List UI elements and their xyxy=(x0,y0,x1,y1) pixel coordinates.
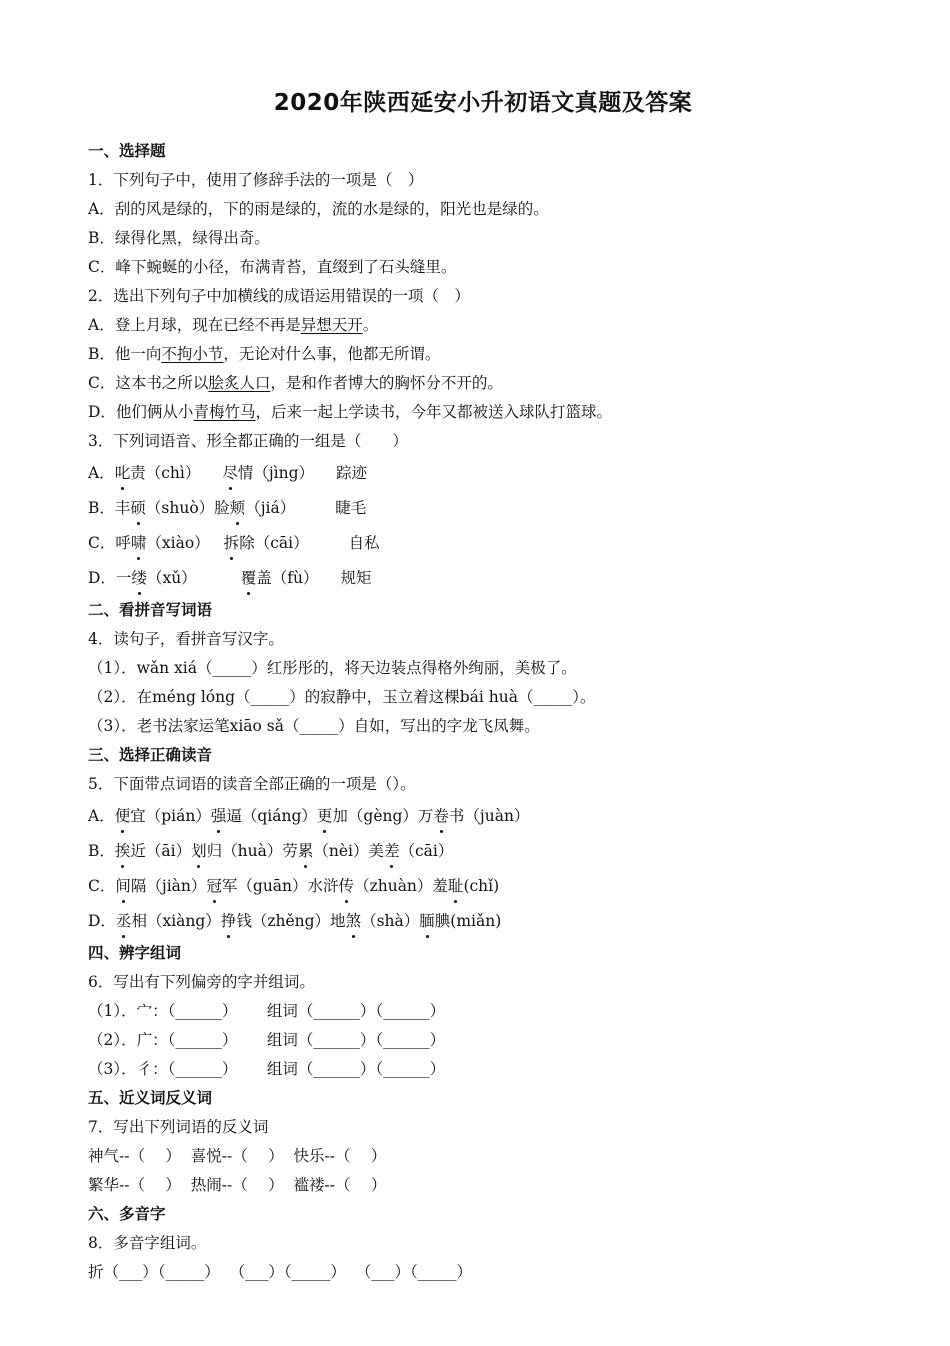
dotted-char: 丞 xyxy=(116,904,132,939)
option-text: 。 xyxy=(362,316,379,334)
option-text: A． xyxy=(88,464,115,482)
question-stem: 2．选出下列句子中加横线的成语运用错误的一项（ ） xyxy=(88,287,470,305)
option-text: ，后来一起上学读书，今年又都被送入球队打篮球。 xyxy=(255,403,612,421)
option-text: ，是和作者博大的胸怀分不开的。 xyxy=(270,374,503,392)
option-d xyxy=(88,398,878,427)
document-page xyxy=(88,84,878,1287)
dotted-char: 挨 xyxy=(115,834,131,869)
dotted-char: 便 xyxy=(115,799,131,834)
option-c: C．峰下蜿蜒的小径，布满青苔，直缀到了石头缝里。 xyxy=(88,258,457,276)
option-text: 情（jìng） xyxy=(237,464,315,482)
option-text: A． xyxy=(88,807,115,825)
dotted-char: 差 xyxy=(384,834,400,869)
fill-line: （1）．宀：（______） 组词（______）（______） xyxy=(88,1002,446,1020)
option-text: D． xyxy=(88,912,116,930)
option-text: （xǔ） xyxy=(146,569,197,587)
option-text: 宜（pián） xyxy=(130,807,211,825)
dotted-char: 挣 xyxy=(221,904,237,939)
dotted-char: 覆 xyxy=(241,561,257,596)
option-text: （cāi） xyxy=(399,842,454,860)
dotted-char: 强 xyxy=(211,799,227,834)
option-c xyxy=(88,369,878,398)
dotted-char: 冠 xyxy=(206,869,222,904)
fill-line: （3）．彳：（______） 组词（______）（______） xyxy=(88,1060,446,1078)
question-stem: 8．多音字组词。 xyxy=(88,1234,207,1252)
section-heading: 三、选择正确读音 xyxy=(88,746,213,764)
option-text: 钱（zhěng）地 xyxy=(236,912,346,930)
option-text: A．登上月球，现在已经不再是 xyxy=(88,316,301,334)
option-text: （nèi）美 xyxy=(313,842,384,860)
option-text: B． xyxy=(88,842,115,860)
option-text: （xiào） xyxy=(146,534,210,552)
dotted-char: 拆 xyxy=(224,526,240,561)
fill-line: （3）．老书法家运笔xiāo sǎ（_____）自如，写出的字龙飞凤舞。 xyxy=(88,717,540,735)
option-text: (chǐ) xyxy=(463,877,500,895)
fill-line: （2）．在méng lóng（_____）的寂静中，玉立着这棵bái huà（_____）。 xyxy=(88,688,596,706)
option-text: 近（āi） xyxy=(130,842,192,860)
option-text: 隔（jiàn） xyxy=(130,877,207,895)
option-text: B．丰 xyxy=(88,499,131,517)
option-text: 责（chì） xyxy=(130,464,201,482)
fill-line: 繁华--（ ） 热闹--（ ） 褴褛--（ ） xyxy=(88,1176,387,1194)
option-a xyxy=(88,799,878,834)
dotted-char: 腼 xyxy=(419,904,435,939)
dotted-char: 叱 xyxy=(115,456,131,491)
option-text: 盖（fù） xyxy=(256,569,319,587)
option-text: 自私 xyxy=(348,534,380,552)
option-a xyxy=(88,456,878,491)
page-title: 2020年陕西延安小升初语文真题及答案 xyxy=(273,90,693,116)
question-stem: 7．写出下列词语的反义词 xyxy=(88,1118,269,1136)
question-stem: 6．写出有下列偏旁的字并组词。 xyxy=(88,973,315,991)
dotted-char: 硕 xyxy=(130,491,146,526)
section-heading: 四、辨字组词 xyxy=(88,944,182,962)
option-b: B．绿得化黑，绿得出奇。 xyxy=(88,229,270,247)
option-c xyxy=(88,869,878,904)
option-b xyxy=(88,491,878,526)
option-text: 归（huà）劳 xyxy=(206,842,298,860)
section-heading: 六、多音字 xyxy=(88,1205,166,1223)
option-a xyxy=(88,311,878,340)
underlined-idiom: 不拘小节 xyxy=(161,345,224,363)
option-text: （shuò）脸 xyxy=(145,499,230,517)
question-stem: 3．下列词语音、形全都正确的一组是（ ） xyxy=(88,432,408,450)
option-text: 逼（qiáng） xyxy=(226,807,317,825)
dotted-char: 划 xyxy=(191,834,207,869)
section-heading: 一、选择题 xyxy=(88,142,166,160)
dotted-char: 累 xyxy=(298,834,314,869)
dotted-char: 间 xyxy=(115,869,131,904)
option-text: D．他们俩从小 xyxy=(88,403,194,421)
fill-line: 折（___）（_____） （___）（_____） （___）（_____） xyxy=(88,1263,472,1281)
section-heading: 二、看拼音写词语 xyxy=(88,601,213,619)
fill-line: 神气--（ ） 喜悦--（ ） 快乐--（ ） xyxy=(88,1147,387,1165)
dotted-char: 煞 xyxy=(346,904,362,939)
dotted-char: 啸 xyxy=(131,526,147,561)
question-stem: 1．下列句子中，使用了修辞手法的一项是（ ） xyxy=(88,171,424,189)
option-text: D．一 xyxy=(88,569,132,587)
fill-line: （1）．wǎn xiá（_____）红彤彤的，将天边装点得格外绚丽，美极了。 xyxy=(88,659,577,677)
option-text: ，无论对什么事，他都无所谓。 xyxy=(223,345,441,363)
dotted-char: 尽 xyxy=(222,456,238,491)
dotted-char: 卷 xyxy=(433,799,449,834)
option-b xyxy=(88,834,878,869)
option-text: （jiá） xyxy=(245,499,296,517)
question-stem: 5．下面带点词语的读音全部正确的一项是（）。 xyxy=(88,775,416,793)
option-text: 踪迹 xyxy=(336,464,368,482)
option-text: 睫毛 xyxy=(335,499,367,517)
option-d xyxy=(88,904,878,939)
option-text: 除（cāi） xyxy=(239,534,309,552)
option-d xyxy=(88,561,878,596)
option-text: 规矩 xyxy=(340,569,372,587)
section-heading: 五、近义词反义词 xyxy=(88,1089,213,1107)
option-b xyxy=(88,340,878,369)
option-text: 军（guān）水浒 xyxy=(221,877,339,895)
option-text: 书（juàn） xyxy=(448,807,530,825)
option-a: A．刮的风是绿的，下的雨是绿的，流的水是绿的，阳光也是绿的。 xyxy=(88,200,549,218)
option-text: （shà） xyxy=(361,912,420,930)
dotted-char: 传 xyxy=(339,869,355,904)
option-text: B．他一向 xyxy=(88,345,162,363)
option-text: （zhuàn）羞 xyxy=(354,877,448,895)
dotted-char: 颊 xyxy=(230,491,246,526)
option-text: C．呼 xyxy=(88,534,131,552)
option-text: 加（gèng）万 xyxy=(332,807,434,825)
fill-line: （2）．广：（______） 组词（______）（______） xyxy=(88,1031,446,1049)
option-text: C．这本书之所以 xyxy=(88,374,209,392)
option-text: 腆(miǎn) xyxy=(434,912,502,930)
dotted-char: 缕 xyxy=(131,561,147,596)
dotted-char: 耻 xyxy=(448,869,464,904)
underlined-idiom: 青梅竹马 xyxy=(193,403,256,421)
underlined-idiom: 异想天开 xyxy=(300,316,363,334)
option-c xyxy=(88,526,878,561)
dotted-char: 更 xyxy=(317,799,333,834)
question-stem: 4．读句子，看拼音写汉字。 xyxy=(88,630,284,648)
option-text: C． xyxy=(88,877,116,895)
option-text: 相（xiàng） xyxy=(131,912,221,930)
underlined-idiom: 脍炙人口 xyxy=(208,374,271,392)
